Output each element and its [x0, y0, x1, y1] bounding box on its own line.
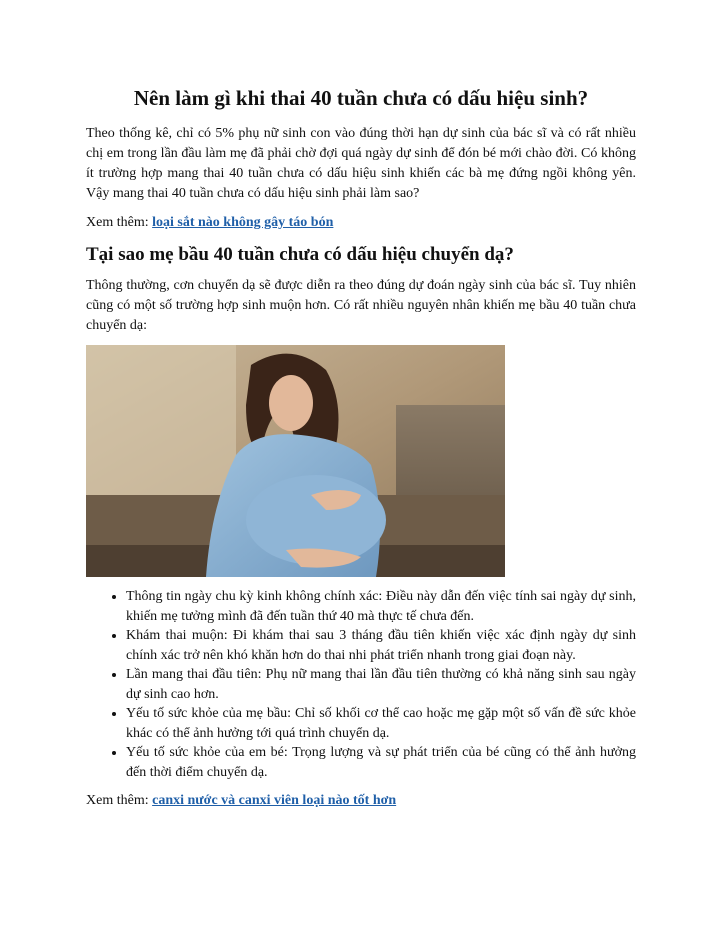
pregnant-woman-photo [86, 345, 505, 577]
document-page [86, 84, 636, 820]
see-also-link-1[interactable]: loại sắt nào không gây táo bón [152, 215, 334, 230]
intro-paragraph: Theo thống kê, chỉ có 5% phụ nữ sinh con vào đúng thời hạn dự sinh của bác sĩ và có rất nhiều chị em trong lần đầu làm mẹ đã phải chờ đợi quá ngày dự sinh để đón bé mới chào đời. Có không ít trường hợp mang thai 40 tuần chưa có dấu hiệu sinh khiến các bà mẹ đứng ngồi không yên. Vậy mang thai 40 tuần chưa có dấu hiệu sinh phải làm sao? [86, 126, 636, 201]
see-also-prefix: Xem thêm: [86, 793, 153, 808]
reasons-list [86, 587, 636, 782]
list-item: • Yếu tố sức khỏe của mẹ bầu: Chỉ số khối cơ thể cao hoặc mẹ gặp một số vấn đề sức khỏe khác có thể ảnh hưởng tới quá trình chuyển dạ. [126, 704, 636, 743]
see-also-2 [86, 791, 636, 811]
page-title: Nên làm gì khi thai 40 tuần chưa có dấu hiệu sinh? [133, 86, 589, 110]
section-intro-paragraph: Thông thường, cơn chuyển dạ sẽ được diễn ra theo đúng dự đoán ngày sinh của bác sĩ. Tuy nhiên cũng có một số trường hợp sinh muộn hơn. Có rất nhiều nguyên nhân khiến mẹ bầu 40 tuần chưa chuyển dạ: [86, 278, 636, 333]
see-also-1 [86, 213, 636, 233]
list-item: • Yếu tố sức khỏe của em bé: Trọng lượng và sự phát triển của bé cũng có thể ảnh hưởng đến thời điểm chuyển dạ. [126, 743, 636, 782]
section-heading: Tại sao mẹ bầu 40 tuần chưa có dấu hiệu chuyển dạ? [86, 244, 514, 265]
see-also-link-2[interactable]: canxi nước và canxi viên loại nào tốt hơn [152, 793, 397, 808]
list-item: • Khám thai muộn: Đi khám thai sau 3 tháng đầu tiên khiến việc xác định ngày dự sinh chính xác trở nên khó khăn hơn do thai nhi phát triển nhanh trong giai đoạn này. [126, 626, 636, 665]
list-item: • Thông tin ngày chu kỳ kinh không chính xác: Điều này dẫn đến việc tính sai ngày dự sinh, khiến mẹ tưởng mình đã đến tuần thứ 40 mà thực tế chưa đến. [126, 587, 636, 626]
list-item: • Lần mang thai đầu tiên: Phụ nữ mang thai lần đầu tiên thường có khả năng sinh sau ngày dự sinh cao hơn. [126, 665, 636, 704]
see-also-prefix: Xem thêm: [86, 215, 153, 230]
